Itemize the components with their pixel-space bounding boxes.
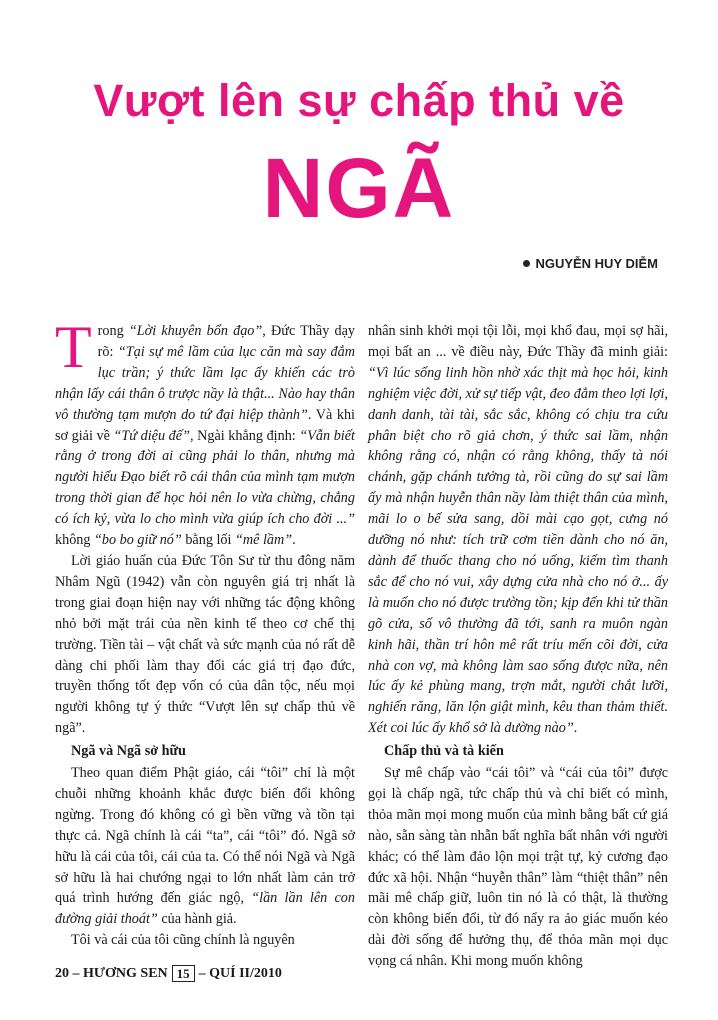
paragraph-6: Sự mê chấp vào “cái tôi” và “cái của tôi” được gọi là chấp ngã, tức chấp thủ và chỉ biết có mình, thỏa mãn mọi mong muốn của mình bằng bất cứ giá nào, sẵn sàng tàn nhẫn bất nghĩa bất nhân với người khác; có thể làm đảo lộn mọi trật tự, kỷ cương đạo đức xã hội. Nhận “huyễn thân” làm “thiệt thân” nên mãi mê chấp giữ, luôn tin nó là có thật, là thường còn không biến đổi, từ đó nẩy ra ảo giác muốn kéo dài đời sống để hưởng thụ, để thỏa mãn mọi dục vọng cá nhân. Khi mong muốn không [368,765,668,970]
section-heading-chap-thu: Chấp thủ và tà kiến [384,743,504,760]
left-column [55,314,355,951]
article-title-line-1: Vượt lên sự chấp thủ về [93,75,625,126]
paragraph-1: Trong “Lời khuyên bổn đạo”, Đức Thầy dạy rõ: “Tại sự mê lầm của lục căn mà say đắm lục trần; ý thức lầm lạc ấy khiến các trò nhận lấy cái thân ô trược nầy là thật... Nào hay thân vô thường tạm mượn do tứ đại hiệp thành”. Và khi sơ giải về “Tứ diệu đế”, Ngài khẳng định: “Vẫn biết rằng ở trong đời ai cũng phải lo thân, nhưng mà người hiểu Đạo biết rõ cái thân của mình tạm mượn trong thời gian để học hỏi nên lo vừa chừng, chẳng có ích kỷ, vừa lo cho mình vừa giúp ích cho đời ...” không “bo bo giữ nó” bằng lối “mê lầm”. [55,314,355,549]
page-footer [55,965,282,982]
right-column [368,321,668,972]
footer-suffix: – QUÍ II/2010 [198,965,282,981]
issue-number-box: 15 [172,965,195,982]
paragraph-4: Tôi và cái của tôi cũng chính là nguyên [71,932,295,949]
drop-cap: T [55,314,92,380]
author-name: NGUYỄN HUY DIỄM [535,256,658,271]
section-heading-nga: Ngã và Ngã sở hữu [71,743,186,760]
paragraph-2: Lời giáo huấn của Đức Tôn Sư từ thu đông năm Nhâm Ngũ (1942) vẫn còn nguyên giá trị nhất là trong giai đoạn hiện nay với những tác động không nhỏ bởi mặt trái của nền kinh tế theo cơ chế thị trường. Tiền tài – vật chất và sức mạnh của nó rất dễ dàng chi phối làm thay đổi các giá trị đạo đức, truyền thống tốt đẹp vốn có của dân tộc, nếu mọi người không tự ý thức “Vượt lên sự chấp thủ về ngã”. [55,552,355,737]
paragraph-3: Theo quan điểm Phật giáo, cái “tôi” chỉ là một chuỗi những khoảnh khắc được biến đổi không ngừng. Trong đó không có gì bền vững và tồn tại thực cả. Ngã chính là cái “ta”, cái “tôi” đó. Ngã sở hữu là cái của tôi, cái của ta. Có thể nói Ngã và Ngã sở hữu là hai chướng ngại to lớn nhất làm cản trở quá trình hướng đến giác ngộ, “lần lần lên con đường giải thoát” của hành giả. [55,765,355,928]
bullet-icon [523,260,530,267]
footer-prefix: 20 – HƯƠNG SEN [55,965,168,981]
paragraph-5: nhân sinh khởi mọi tội lỗi, mọi khổ đau, mọi sợ hãi, mọi bất an ... về điều này, Đức Thầy đã minh giải: “Vì lúc sống linh hồn nhờ xác thịt mà học hỏi, kinh nghiệm việc đời, xử sự tiếp vật, đeo đẳm theo lợi lợi, danh danh, tài tài, sắc sắc, không có chịu tra cứu phân biệt cho rõ giả chơn, ý thức sai lầm, nhận không rằng có, nhận có rằng không, thấy tà nói chánh, gặp chánh tưởng tà, rồi cũng do sự sai lầm ấy mà nhận huyễn thân nầy làm thiệt thân của mình, mãi lo o bế sửa sang, dồi mài cạo gọt, cưng nó dưỡng nó như: tích trữ cơm tiền dành cho nó ăn, dành để thuốc thang cho nó uống, kiếm tìm thanh sắc để cho nó vui, xây dựng cửa nhà cho nó ở... ấy là muốn cho nó được trường tồn; kịp đến khi tử thần gõ cửa, số vô thường đã tới, sanh ra muôn ngàn kinh hãi, thần trí hôn mê rất tríu mến cõi đời, cửa nhà con vợ, mà không làm sao sống được nữa, nên lúc ấy kẻ phùng mang, trợn mắt, người chắt lưỡi, nghiến răng, lăn lộn giật mình, kêu than thảm thiết. Xét coi lúc ấy khổ sở là dường nào”. [368,323,668,737]
byline [523,256,658,271]
article-title-line-2: NGÃ [262,141,456,235]
